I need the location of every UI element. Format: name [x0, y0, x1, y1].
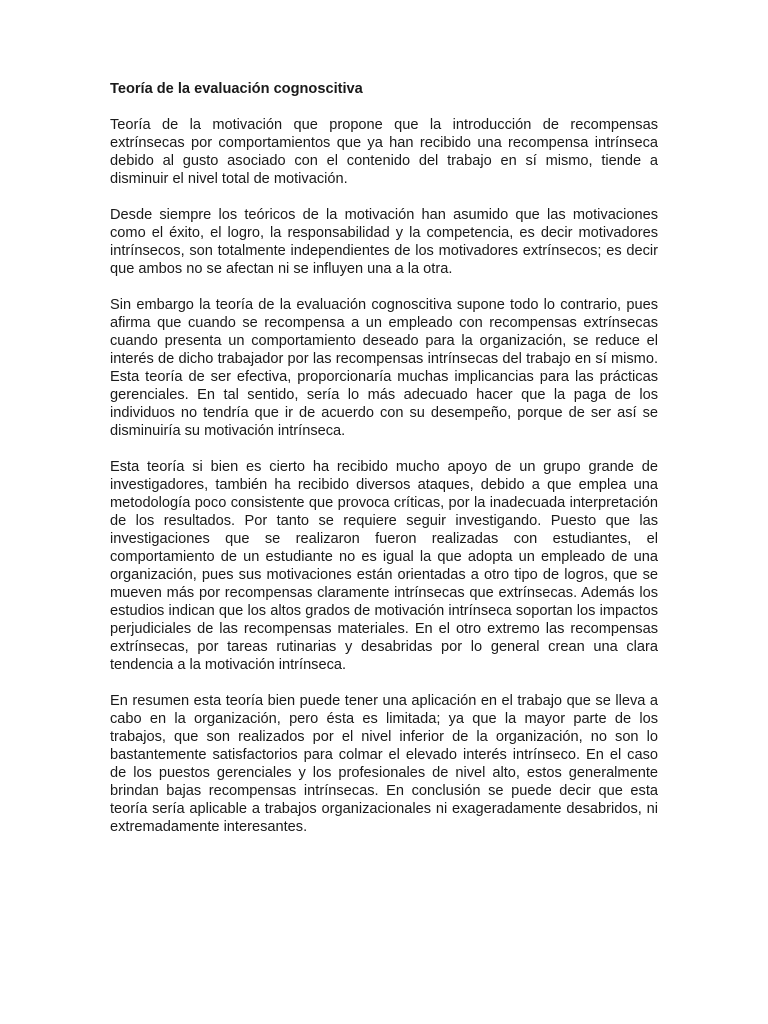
document-page: [110, 80, 658, 854]
paragraph-5: En resumen esta teoría bien puede tener una aplicación en el trabajo que se lleva a cabo en la organización, pero ésta es limitada; ya que la mayor parte de los trabajos, que son realizados por el nivel inferior de la organización, no son lo bastantemente satisfactorios para colmar el elevado interés intrínseco. En el caso de los puestos gerenciales y los profesionales de nivel alto, estos generalmente brindan bajas recompensas intrínsecas. En conclusión se puede decir que esta teoría sería aplicable a trabajos organizacionales ni exageradamente desabridos, ni extremadamente interesantes.: [110, 693, 658, 835]
document-title: Teoría de la evaluación cognoscitiva: [110, 81, 363, 97]
paragraph-1: Teoría de la motivación que propone que la introducción de recompensas extrínsecas por comportamientos que ya han recibido una recompensa intrínseca debido al gusto asociado con el contenido del trabajo en sí mismo, tiende a disminuir el nivel total de motivación.: [110, 117, 658, 187]
paragraph-4: Esta teoría si bien es cierto ha recibido mucho apoyo de un grupo grande de investigadores, también ha recibido diversos ataques, debido a que emplea una metodología poco consistente que provoca críticas, por la inadecuada interpretación de los resultados. Por tanto se requiere seguir investigando. Puesto que las investigaciones que se realizaron fueron realizadas con estudiantes, el comportamiento de un estudiante no es igual la que adopta un empleado de una organización, pues sus motivaciones están orientadas a otro tipo de logros, que se mueven más por recompensas claramente intrínsecas que extrínsecas. Además los estudios indican que los altos grados de motivación intrínseca soportan los impactos perjudiciales de las recompensas materiales. En el otro extremo las recompensas extrínsecas, por tareas rutinarias y desabridas por lo general crean una clara tendencia a la motivación intrínseca.: [110, 459, 658, 673]
paragraph-2: Desde siempre los teóricos de la motivación han asumido que las motivaciones como el éxito, el logro, la responsabilidad y la competencia, es decir motivadores intrínsecos, son totalmente independientes de los motivadores extrínsecos; es decir que ambos no se afectan ni se influyen una a la otra.: [110, 207, 658, 277]
paragraph-3: Sin embargo la teoría de la evaluación cognoscitiva supone todo lo contrario, pues afirma que cuando se recompensa a un empleado con recompensas extrínsecas cuando presenta un comportamiento deseado para la organización, se reduce el interés de dicho trabajador por las recompensas intrínsecas del trabajo en sí mismo. Esta teoría de ser efectiva, proporcionaría muchas implicancias para las prácticas gerenciales. En tal sentido, sería lo más adecuado hacer que la paga de los individuos no tendría que ir de acuerdo con su desempeño, porque de ser así se disminuiría su motivación intrínseca.: [110, 297, 658, 439]
